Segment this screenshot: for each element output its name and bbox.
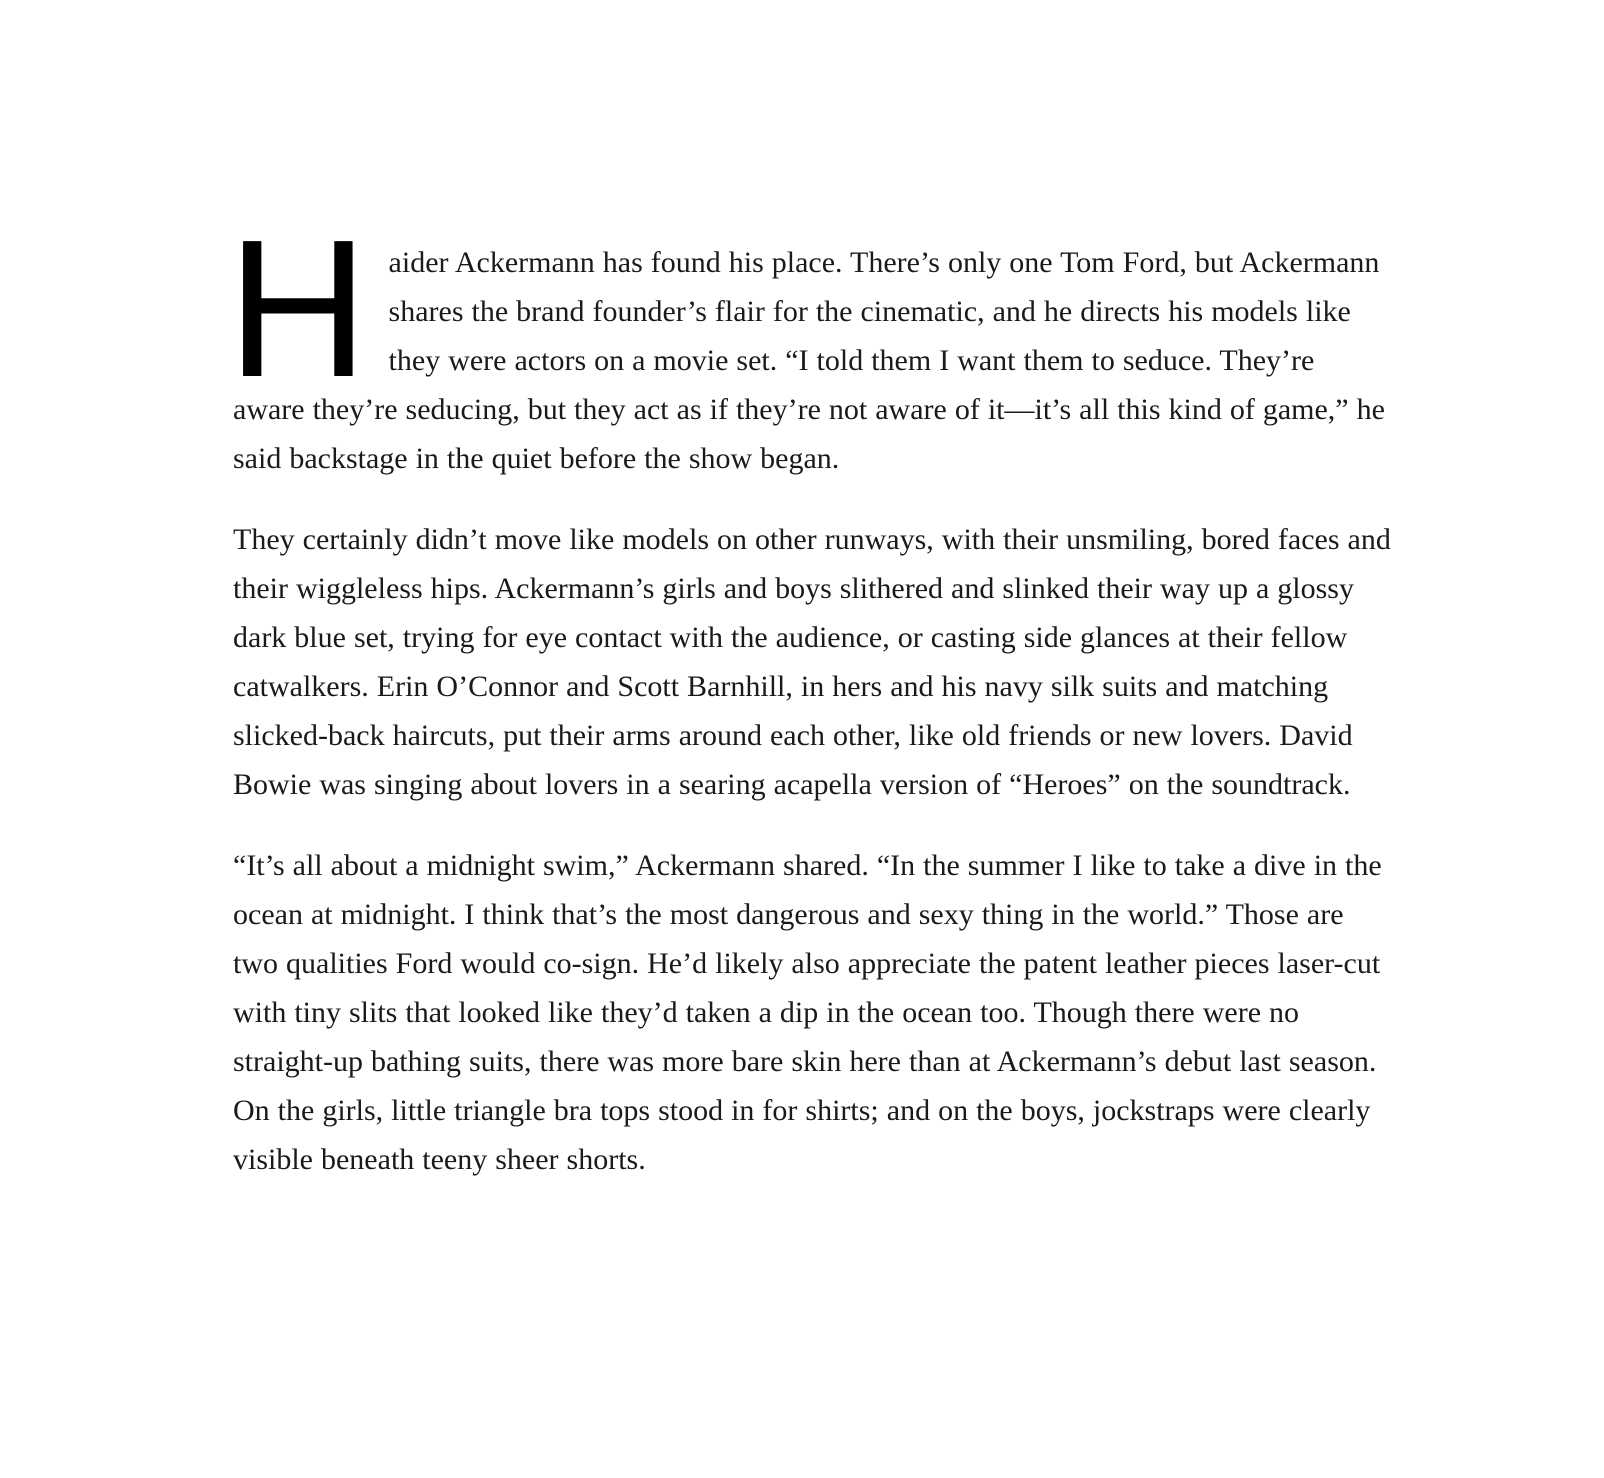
drop-cap: H [227,199,369,418]
paragraph-2: They certainly didn’t move like models on other runways, with their unsmiling, bored faces and their wiggleless hips. Ackermann’s girls and boys slithered and slinked their way up a glossy dark blue set, trying for eye contact with the audience, or casting side glances at their fellow catwalkers. Erin O’Connor and Scott Barnhill, in hers and his navy silk suits and matching slicked-back haircuts, put their arms around each other, like old friends or new lovers. David Bowie was singing about lovers in a searing acapella version of “Heroes” on the soundtrack. [233,523,1391,801]
article-body [227,199,1393,1216]
paragraph-3: “It’s all about a midnight swim,” Ackermann shared. “In the summer I like to take a dive in the ocean at midnight. I think that’s the most dangerous and sexy thing in the world.” Those are two qualities Ford would co-sign. He’d likely also appreciate the patent leather pieces laser-cut with tiny slits that looked like they’d taken a dip in the ocean too. Though there were no straight-up bathing suits, there was more bare skin here than at Ackermann’s debut last season. On the girls, little triangle bra tops stood in for shirts; and on the boys, jockstraps were clearly visible beneath teeny sheer shorts. [233,849,1382,1176]
paragraph-1-text: aider Ackermann has found his place. There’s only one Tom Ford, but Ackermann shares the brand founder’s flair for the cinematic, and he directs his models like they were actors on a movie set. “I told them I want them to seduce. They’re aware they’re seducing, but they act as if they’re not aware of it—it’s all this kind of game,” he said backstage in the quiet before the show began. [233,246,1385,475]
paragraph-1 [227,199,1393,483]
